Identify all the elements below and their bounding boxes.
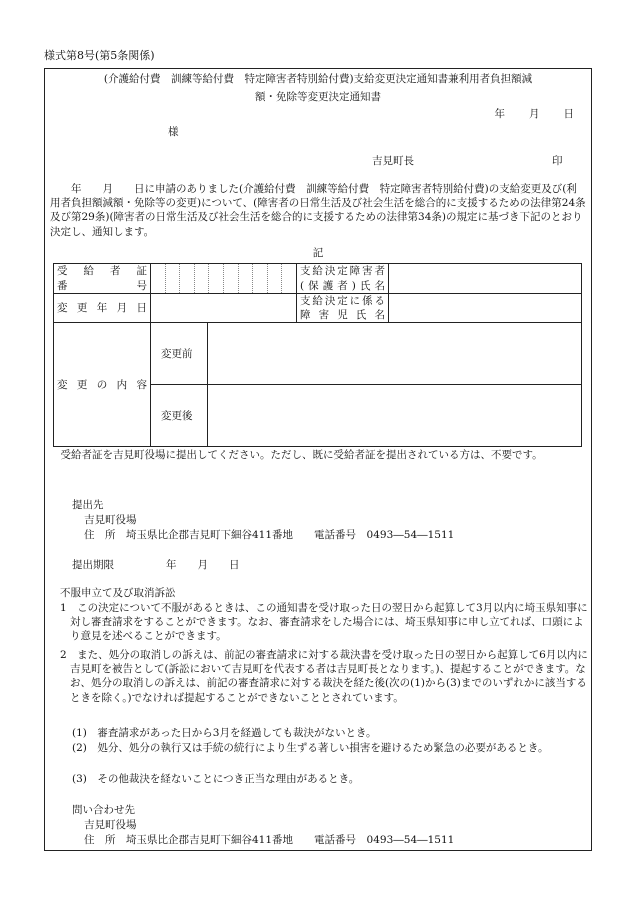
deadline-date: 年 月 日: [166, 559, 240, 571]
change-content-label: 変 更 の 内 容: [54, 323, 151, 447]
appeal-heading: 不服申立て及び取消訴訟: [60, 587, 176, 599]
appeal-item-1: 1 この決定について不服があるときは、この通知書を受け取った日の翌日から起算して3月以内に埼玉県知事に対し審査請求をすることができます。なお、審査請求をした場合には、埼玉県知事に申し立てれば、口頭により意見を述べることができます。: [60, 602, 588, 643]
appeal-sub-2: (2) 処分、処分の執行又は手続の続行により生ずる著しい損害を避けるため緊急の必要があるとき。: [72, 742, 549, 754]
table-row: [54, 294, 582, 323]
document-title-line1: (介護給付費 訓練等給付費 特定障害者特別給付費)支給変更決定通知書兼利用者負担額減: [103, 73, 533, 85]
issuer-name: 吉見町長: [372, 155, 414, 167]
deadline-label: 提出期限: [72, 559, 114, 571]
inquiry-office: 吉見町役場: [84, 819, 137, 831]
inquiry-heading: 問い合わせ先: [72, 804, 135, 816]
decided-person-cell[interactable]: [389, 264, 582, 294]
date-year: 年: [494, 108, 505, 120]
before-label: 変更前: [151, 323, 208, 385]
decision-table: [53, 263, 582, 447]
child-name-label: 支給決定に係る 障 害 児 氏 名: [297, 294, 389, 323]
date-day: 日: [563, 108, 574, 120]
document-title-line2: 額・免除等変更決定通知書: [255, 91, 381, 103]
submission-notice: 受給者証を吉見町役場に提出してください。ただし、既に受給者証を提出されている方は、不要です。: [50, 449, 543, 461]
addressee-suffix: 様: [168, 126, 179, 138]
after-cell[interactable]: [208, 385, 582, 447]
appeal-sub-3: (3) その他裁決を経ないことにつき正当な理由があるとき。: [72, 773, 360, 785]
issue-date: [495, 107, 575, 121]
date-month: 月: [529, 108, 540, 120]
change-date-label: 変 更 年 月 日: [54, 294, 151, 323]
submit-heading: 提出先: [72, 499, 104, 511]
ki-heading: 記: [312, 247, 324, 259]
appeal-sub-1: (1) 審査請求があった日から3月を経過しても裁決がないとき。: [72, 727, 377, 739]
submit-address: 住 所 埼玉県比企郡吉見町下細谷411番地 電話番号 0493―54―1511: [84, 529, 455, 541]
inquiry-address: 住 所 埼玉県比企郡吉見町下細谷411番地 電話番号 0493―54―1511: [84, 834, 455, 846]
change-date-cell[interactable]: [151, 294, 297, 323]
form-number-label: 様式第8号(第5条関係): [44, 49, 155, 62]
recipient-number-cell[interactable]: [151, 264, 297, 294]
appeal-item-2: 2 また、処分の取消しの訴えは、前記の審査請求に対する裁決書を受け取った日の翌日から起算して6月以内に吉見町を被告として(訴訟において吉見町を代表する者は吉見町長となります。)、提起することができます。なお、処分の取消しの訴えは、前記の審査請求に対する裁決を経た後(次の(1)から(3)までのいずれかに該当するときを除く。)でなければ提起することができないこととされています。: [60, 649, 588, 704]
seal-mark: 印: [552, 155, 563, 167]
recipient-number-label: 受 給 者 証 番 号: [54, 264, 151, 294]
decided-person-label: 支給決定障害者 (保護者)氏名: [297, 264, 389, 294]
after-label: 変更後: [151, 385, 208, 447]
table-row: [54, 264, 582, 294]
intro-paragraph: 年 月 日に申請のありました(介護給付費 訓練等給付費 特定障害者特別給付費)の支給変更及び(利用者負担額減額・免除等の変更)について、(障害者の日常生活及び社会生活を総合的に支援するための法律第24条及び第29条)(障害者の日常生活及び社会生活を総合的に支援するための法律第34条)の規定に基づき下記のとおり決定し、通知します。: [50, 183, 586, 238]
before-cell[interactable]: [208, 323, 582, 385]
table-row: [54, 323, 582, 385]
submit-office: 吉見町役場: [84, 514, 137, 526]
child-name-cell[interactable]: [389, 294, 582, 323]
